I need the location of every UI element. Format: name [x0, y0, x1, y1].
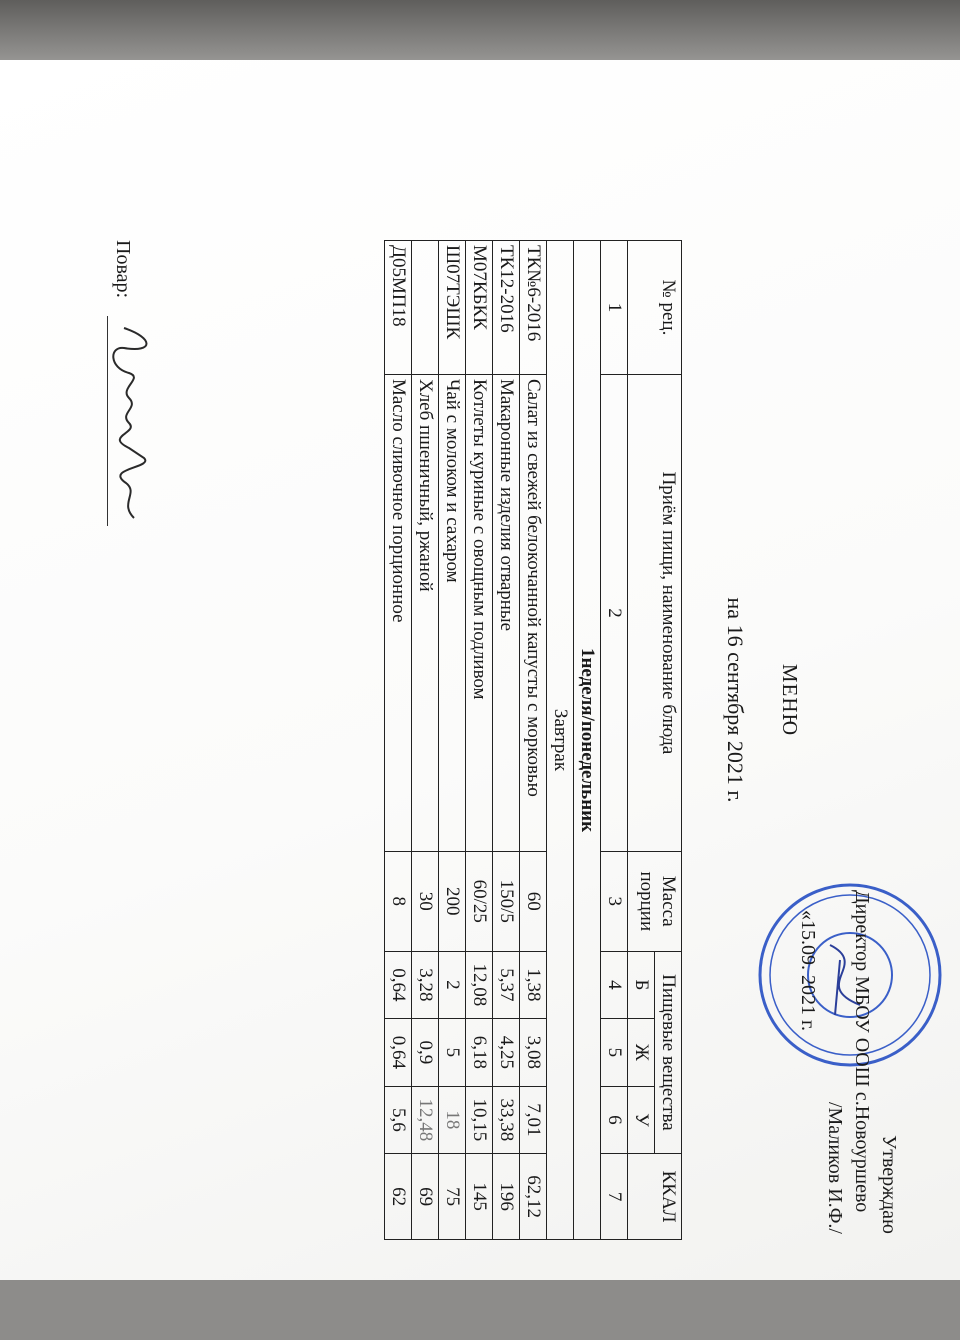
- cell-b: 2: [439, 951, 466, 1019]
- table-row: [520, 241, 547, 1240]
- cell-dish: Макаронные изделия отварные: [493, 374, 520, 851]
- page-subtitle: на 16 сентября 2021 г.: [723, 597, 748, 803]
- paper-sheet: [0, 60, 960, 1280]
- cell-u: 7,01: [520, 1086, 547, 1154]
- cell-mass: 8: [385, 851, 412, 951]
- cell-b: 1,38: [520, 951, 547, 1019]
- header-nutrients: Пищевые вещества: [655, 951, 682, 1154]
- cell-rec: М07КБКК: [466, 241, 493, 375]
- table-row: [385, 241, 412, 1240]
- cell-u: 18: [439, 1086, 466, 1154]
- header-mass: Масса порции: [628, 851, 682, 951]
- cell-b: 0,64: [385, 951, 412, 1019]
- week-row: [574, 241, 601, 1240]
- page-title: МЕНЮ: [778, 663, 802, 737]
- col-number: 4: [601, 951, 628, 1019]
- approval-heading: Утверждаю: [878, 1135, 900, 1234]
- cook-label: Повар:: [112, 240, 134, 299]
- cell-mass: 150/5: [493, 851, 520, 951]
- table-row: [439, 241, 466, 1240]
- approval-signature-name: /Маликов И.Ф./: [824, 1101, 846, 1234]
- cell-dish: Масло сливочное порционное: [385, 374, 412, 851]
- rotated-page: [0, 60, 960, 1340]
- cell-rec: [412, 241, 439, 375]
- cell-zh: 6,18: [466, 1019, 493, 1087]
- cell-rec: Ш07ТЭШК: [439, 241, 466, 375]
- cell-kcal: 75: [439, 1154, 466, 1240]
- cell-mass: 30: [412, 851, 439, 951]
- cell-b: 5,37: [493, 951, 520, 1019]
- cell-u: 33,38: [493, 1086, 520, 1154]
- cell-zh: 3,08: [520, 1019, 547, 1087]
- cell-zh: 0,64: [385, 1019, 412, 1087]
- col-number: 3: [601, 851, 628, 951]
- menu-table: [384, 240, 682, 1240]
- table-row: [412, 241, 439, 1240]
- cell-mass: 200: [439, 851, 466, 951]
- cell-dish: Котлеты куриные с овощным подливом: [466, 374, 493, 851]
- cell-kcal: 62: [385, 1154, 412, 1240]
- cell-zh: 0,9: [412, 1019, 439, 1087]
- cell-rec: ТК№6-2016: [520, 241, 547, 375]
- cell-kcal: 69: [412, 1154, 439, 1240]
- header-b: Б: [628, 951, 655, 1019]
- col-number: 2: [601, 374, 628, 851]
- cell-dish: Хлеб пшеничный, ржаной: [412, 374, 439, 851]
- cell-rec: ТК12-2016: [493, 241, 520, 375]
- col-number: 5: [601, 1019, 628, 1087]
- meal-row: [547, 241, 574, 1240]
- approval-position: Директор МБОУ ООШ с.Новоуршево: [851, 890, 873, 1213]
- cell-mass: 60: [520, 851, 547, 951]
- table-row: [466, 241, 493, 1240]
- header-rec: № рец.: [628, 241, 682, 375]
- cell-b: 3,28: [412, 951, 439, 1019]
- table-row: [493, 241, 520, 1240]
- cell-rec: Д05МП18: [385, 241, 412, 375]
- header-row-1: [655, 241, 682, 1240]
- col-number: 1: [601, 241, 628, 375]
- approval-block: [794, 890, 902, 1270]
- cell-kcal: 196: [493, 1154, 520, 1240]
- cell-u: 10,15: [466, 1086, 493, 1154]
- cell-zh: 5: [439, 1019, 466, 1087]
- meal-label: Завтрак: [547, 241, 574, 1240]
- cell-mass: 60/25: [466, 851, 493, 951]
- header-dish: Приём пищи, наименование блюда: [628, 374, 682, 851]
- cook-signature-block: [84, 240, 164, 540]
- col-number: 6: [601, 1086, 628, 1154]
- cell-kcal: 62,12: [520, 1154, 547, 1240]
- cell-u: 12,48: [412, 1086, 439, 1154]
- cell-kcal: 145: [466, 1154, 493, 1240]
- header-kcal: ККАЛ: [628, 1154, 682, 1240]
- cell-dish: Чай с молоком и сахаром: [439, 374, 466, 851]
- cook-signature: [94, 318, 164, 538]
- header-u: У: [628, 1086, 655, 1154]
- cell-dish: Салат из свежей белокочанной капусты с морковью: [520, 374, 547, 851]
- col-number: 7: [601, 1154, 628, 1240]
- header-zh: Ж: [628, 1019, 655, 1087]
- cell-zh: 4,25: [493, 1019, 520, 1087]
- week-label: 1неделя/понедельник: [574, 241, 601, 1240]
- cell-u: 5,6: [385, 1086, 412, 1154]
- approval-date: «15.09. 2021 г.: [797, 910, 819, 1031]
- column-number-row: [601, 241, 628, 1240]
- cell-b: 12,08: [466, 951, 493, 1019]
